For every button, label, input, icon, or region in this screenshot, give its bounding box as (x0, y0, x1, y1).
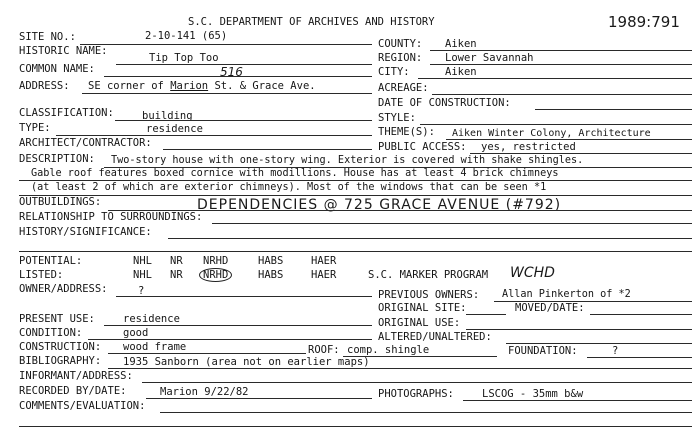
owner-line (116, 296, 372, 297)
construction-value: wood frame (123, 341, 187, 353)
original-site-line (466, 314, 506, 315)
type-value: residence (146, 123, 203, 135)
listed-habs: HABS (258, 269, 284, 281)
site-no-value: 2-10-141 (65) (145, 30, 228, 42)
owner-value: ? (138, 285, 145, 297)
description-rule-2 (19, 180, 692, 181)
comments-label: COMMENTS/EVALUATION: (19, 400, 146, 412)
original-site-label: ORIGINAL SITE: (378, 302, 467, 314)
present-use-label: PRESENT USE: (19, 313, 95, 325)
city-line (418, 78, 692, 79)
comments-rule-2 (19, 426, 692, 427)
common-name-line (104, 76, 372, 77)
listed-nhl: NHL (133, 269, 152, 281)
public-access-label: PUBLIC ACCESS: (378, 141, 467, 153)
comments-line (160, 412, 692, 413)
listed-label: LISTED: (19, 269, 64, 281)
relationship-line (212, 223, 692, 224)
public-access-line (470, 153, 692, 154)
listed-nrhd-circled: NRHD (199, 268, 232, 282)
informant-label: INFORMANT/ADDRESS: (19, 370, 133, 382)
address-pre: SE corner of (88, 80, 171, 92)
potential-nhl: NHL (133, 255, 152, 267)
previous-owners-value: Allan Pinkerton of *2 (502, 289, 631, 300)
theme-line (446, 139, 692, 140)
description-label: DESCRIPTION: (19, 153, 95, 165)
style-line (420, 124, 692, 125)
listed-nrhd (203, 269, 232, 281)
region-line (430, 64, 692, 65)
original-use-line (466, 329, 692, 330)
history-rule-2 (19, 251, 692, 252)
region-value: Lower Savannah (445, 52, 534, 64)
county-label: COUNTY: (378, 38, 423, 50)
listed-haer: HAER (311, 269, 337, 281)
classification-line (115, 120, 372, 121)
address-line (82, 93, 372, 94)
present-use-line (104, 325, 372, 326)
common-name-handwritten: 516 (220, 65, 243, 79)
region-label: REGION: (378, 52, 423, 64)
recorded-by-label: RECORDED BY/DATE: (19, 385, 127, 397)
potential-habs: HABS (258, 255, 284, 267)
theme-value: Aiken Winter Colony, Architecture (452, 128, 651, 139)
historic-name-line (116, 64, 372, 65)
type-line (56, 135, 372, 136)
photographs-label: PHOTOGRAPHS: (378, 388, 454, 400)
potential-nrhd: NRHD (203, 255, 229, 267)
address-value (88, 80, 316, 92)
description-line-2: Gable roof features boxed cornice with modillions. House has at least 4 brick chimneys (31, 168, 559, 179)
address-street: Marion (170, 80, 209, 92)
foundation-value: ? (612, 345, 619, 357)
moved-date-label: MOVED/DATE: (515, 302, 585, 314)
architect-label: ARCHITECT/CONTRACTOR: (19, 137, 152, 149)
city-label: CITY: (378, 66, 410, 78)
roof-value: comp. shingle (347, 344, 430, 356)
description-rule-3 (19, 195, 692, 196)
acreage-label: ACREAGE: (378, 82, 429, 94)
date-of-construction-label: DATE OF CONSTRUCTION: (378, 97, 511, 109)
common-name-label: COMMON NAME: (19, 63, 95, 75)
card-number: 1989:791 (608, 13, 680, 31)
roof-label: ROOF: (308, 344, 340, 356)
altered-line (506, 343, 692, 344)
potential-label: POTENTIAL: (19, 255, 83, 267)
city-value: Aiken (445, 66, 477, 78)
bibliography-line (108, 368, 692, 369)
county-value: Aiken (445, 38, 477, 50)
potential-nr: NR (170, 255, 183, 267)
date-of-construction-line (535, 109, 692, 110)
historic-name-value: Tip Top Too (149, 52, 219, 64)
photographs-value: LSCOG - 35mm b&w (482, 388, 584, 400)
description-line-3: (at least 2 of which are exterior chimneys). Most of the windows that can be seen *1 (31, 182, 547, 193)
outbuildings-handwritten: DEPENDENCIES @ 725 GRACE AVENUE (#792) (197, 197, 562, 213)
theme-label: THEME(S): (378, 126, 435, 138)
photographs-line (463, 400, 692, 401)
historic-name-label: HISTORIC NAME: (19, 45, 108, 57)
construction-label: CONSTRUCTION: (19, 341, 102, 353)
relationship-label: RELATIONSHIP TO SURROUNDINGS: (19, 211, 203, 223)
altered-label: ALTERED/UNALTERED: (378, 331, 492, 343)
condition-value: good (123, 327, 149, 339)
condition-line (88, 339, 372, 340)
informant-line (142, 382, 692, 383)
description-line-1: Two-story house with one-story wing. Exterior is covered with shake shingles. (111, 155, 584, 166)
address-label: ADDRESS: (19, 80, 70, 92)
style-label: STYLE: (378, 112, 416, 124)
present-use-value: residence (123, 313, 180, 325)
address-post: St. & Grace Ave. (208, 80, 316, 92)
architect-line (163, 149, 372, 150)
recorded-by-line (146, 398, 372, 399)
original-use-label: ORIGINAL USE: (378, 317, 461, 329)
classification-label: CLASSIFICATION: (19, 107, 114, 119)
county-line (430, 50, 692, 51)
history-line (168, 238, 692, 239)
foundation-label: FOUNDATION: (508, 345, 578, 357)
classification-value: building (142, 110, 193, 122)
acreage-line (432, 94, 692, 95)
construction-line (108, 353, 306, 354)
previous-owners-label: PREVIOUS OWNERS: (378, 289, 480, 301)
owner-label: OWNER/ADDRESS: (19, 283, 108, 295)
condition-label: CONDITION: (19, 327, 83, 339)
foundation-line (587, 357, 692, 358)
listed-nr: NR (170, 269, 183, 281)
marker-program-handwritten: WCHD (510, 265, 555, 281)
bibliography-label: BIBLIOGRAPHY: (19, 355, 102, 367)
history-label: HISTORY/SIGNIFICANCE: (19, 226, 152, 238)
moved-date-line (590, 314, 692, 315)
marker-program-label: S.C. MARKER PROGRAM (368, 269, 489, 281)
card-title: S.C. DEPARTMENT OF ARCHIVES AND HISTORY (188, 16, 435, 28)
site-no-label: SITE NO.: (19, 31, 76, 43)
type-label: TYPE: (19, 122, 51, 134)
potential-haer: HAER (311, 255, 337, 267)
outbuildings-label: OUTBUILDINGS: (19, 196, 102, 208)
public-access-value: yes, restricted (481, 141, 576, 153)
bibliography-value: 1935 Sanborn (area not on earlier maps) (123, 356, 370, 368)
recorded-by-value: Marion 9/22/82 (160, 386, 249, 398)
site-no-line (80, 44, 372, 45)
